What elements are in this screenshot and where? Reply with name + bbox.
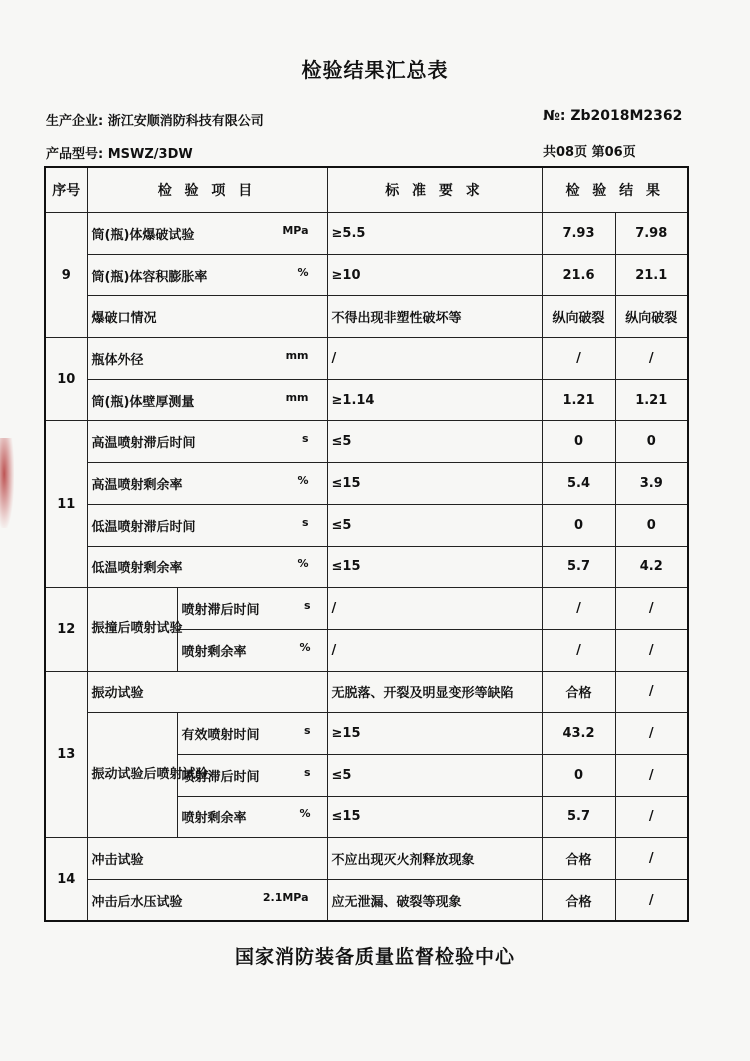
test-item (87, 504, 327, 546)
table-row (45, 254, 688, 296)
result-1: 0 (542, 754, 615, 796)
result-1: 43.2 (542, 713, 615, 755)
item-unit: % (297, 557, 309, 571)
table-row (45, 296, 688, 338)
test-item (87, 463, 327, 505)
item-unit: MPa (282, 223, 309, 237)
test-item (87, 671, 327, 713)
table-row (45, 588, 688, 630)
table-header-row (45, 167, 688, 213)
requirement: / (327, 588, 542, 630)
item-label: 低温喷射滞后时间 (91, 519, 196, 535)
result-1: 1.21 (542, 379, 615, 421)
requirement: ≥15 (327, 713, 542, 755)
result-1: / (542, 629, 615, 671)
result-1: 5.4 (542, 463, 615, 505)
row-seq: 9 (45, 213, 87, 338)
item-label: 冲击试验 (91, 853, 144, 869)
result-1: 5.7 (542, 796, 615, 838)
table-row (45, 463, 688, 505)
result-1: 合格 (542, 671, 615, 713)
item-unit: % (299, 807, 311, 821)
ink-stain (0, 438, 14, 528)
item-label: 筒(瓶)体壁厚测量 (91, 394, 195, 410)
item-unit: s (303, 599, 311, 613)
requirement: ≤5 (327, 504, 542, 546)
test-item (87, 421, 327, 463)
test-item (87, 546, 327, 588)
header-result: 检 验 结 果 (542, 167, 688, 213)
result-2: 纵向破裂 (615, 296, 688, 338)
table-row (45, 338, 688, 380)
test-item (177, 754, 327, 796)
table-row (45, 379, 688, 421)
item-label: 瓶体外径 (91, 352, 144, 368)
result-1: / (542, 588, 615, 630)
item-label: 高温喷射滞后时间 (91, 436, 196, 452)
result-2: / (615, 338, 688, 380)
results-table (44, 166, 689, 922)
requirement: 应无泄漏、破裂等现象 (327, 880, 542, 922)
item-label: 喷射滞后时间 (181, 769, 260, 785)
item-unit: 2.1MPa (262, 890, 309, 904)
item-label: 喷射滞后时间 (181, 603, 260, 619)
item-unit: % (297, 473, 309, 487)
item-unit: % (297, 265, 309, 279)
requirement: ≥10 (327, 254, 542, 296)
product-model-label: 产品型号: MSWZ/3DW (46, 147, 193, 162)
result-2: / (615, 588, 688, 630)
result-1: 5.7 (542, 546, 615, 588)
requirement: 无脱落、开裂及明显变形等缺陷 (327, 671, 542, 713)
item-unit: mm (285, 390, 309, 404)
item-label: 筒(瓶)体容积膨胀率 (91, 269, 208, 285)
item-unit: % (299, 640, 311, 654)
item-label: 喷射剩余率 (181, 811, 247, 827)
result-1: 纵向破裂 (542, 296, 615, 338)
item-unit: s (301, 515, 309, 529)
document-title: 检验结果汇总表 (301, 58, 449, 82)
result-2: / (615, 671, 688, 713)
table-row (45, 880, 688, 922)
item-unit: s (303, 765, 311, 779)
result-2: 21.1 (615, 254, 688, 296)
requirement: ≤15 (327, 796, 542, 838)
test-item (87, 296, 327, 338)
table-row (45, 838, 688, 880)
result-1: 0 (542, 504, 615, 546)
result-2: 4.2 (615, 546, 688, 588)
table-row (45, 421, 688, 463)
requirement: ≥1.14 (327, 379, 542, 421)
result-2: 7.98 (615, 213, 688, 255)
result-1: 7.93 (542, 213, 615, 255)
group-label: 振动试验后喷射试验 (87, 713, 177, 838)
test-item (177, 588, 327, 630)
test-item (177, 713, 327, 755)
result-2: / (615, 754, 688, 796)
item-unit: s (303, 724, 311, 738)
item-label: 低温喷射剩余率 (91, 561, 183, 577)
row-seq: 11 (45, 421, 87, 588)
table-row (45, 546, 688, 588)
result-1: 合格 (542, 880, 615, 922)
result-2: / (615, 796, 688, 838)
result-2: 3.9 (615, 463, 688, 505)
requirement: ≤15 (327, 463, 542, 505)
test-item (87, 254, 327, 296)
table-row (45, 671, 688, 713)
header-requirement: 标 准 要 求 (327, 167, 542, 213)
item-unit: mm (285, 348, 309, 362)
result-1: 0 (542, 421, 615, 463)
row-seq: 14 (45, 838, 87, 921)
test-item (177, 796, 327, 838)
result-2: / (615, 838, 688, 880)
manufacturer-label: 生产企业: 浙江安顺消防科技有限公司 (46, 114, 264, 129)
test-item (177, 629, 327, 671)
requirement: 不应出现灭火剂释放现象 (327, 838, 542, 880)
requirement: ≥5.5 (327, 213, 542, 255)
result-2: / (615, 713, 688, 755)
test-item (87, 338, 327, 380)
item-label: 喷射剩余率 (181, 644, 247, 660)
item-unit: s (301, 432, 309, 446)
result-1: 合格 (542, 838, 615, 880)
item-label: 高温喷射剩余率 (91, 477, 183, 493)
test-item (87, 379, 327, 421)
test-item (87, 880, 327, 922)
test-item (87, 213, 327, 255)
result-1: 21.6 (542, 254, 615, 296)
result-2: 0 (615, 421, 688, 463)
row-seq: 12 (45, 588, 87, 671)
result-2: / (615, 880, 688, 922)
result-2: 1.21 (615, 379, 688, 421)
table-row (45, 713, 688, 755)
item-label: 冲击后水压试验 (91, 894, 183, 910)
result-2: / (615, 629, 688, 671)
requirement: 不得出现非塑性破坏等 (327, 296, 542, 338)
item-label: 振动试验 (91, 686, 144, 702)
requirement: ≤5 (327, 421, 542, 463)
requirement: ≤5 (327, 754, 542, 796)
requirement: ≤15 (327, 546, 542, 588)
row-seq: 10 (45, 338, 87, 421)
requirement: / (327, 629, 542, 671)
item-label: 爆破口情况 (91, 311, 157, 327)
header-seq: 序号 (45, 167, 87, 213)
item-label: 筒(瓶)体爆破试验 (91, 227, 195, 243)
result-1: / (542, 338, 615, 380)
page-info: 共08页 第06页 (543, 145, 636, 160)
issuer-footer: 国家消防装备质量监督检验中心 (234, 946, 515, 968)
requirement: / (327, 338, 542, 380)
table-row (45, 213, 688, 255)
report-number: №: Zb2018M2362 (543, 108, 683, 124)
header-item: 检 验 项 目 (87, 167, 327, 213)
result-2: 0 (615, 504, 688, 546)
row-seq: 13 (45, 671, 87, 838)
table-row (45, 504, 688, 546)
group-label: 振撞后喷射试验 (87, 588, 177, 671)
test-item (87, 838, 327, 880)
item-label: 有效喷射时间 (181, 728, 260, 744)
